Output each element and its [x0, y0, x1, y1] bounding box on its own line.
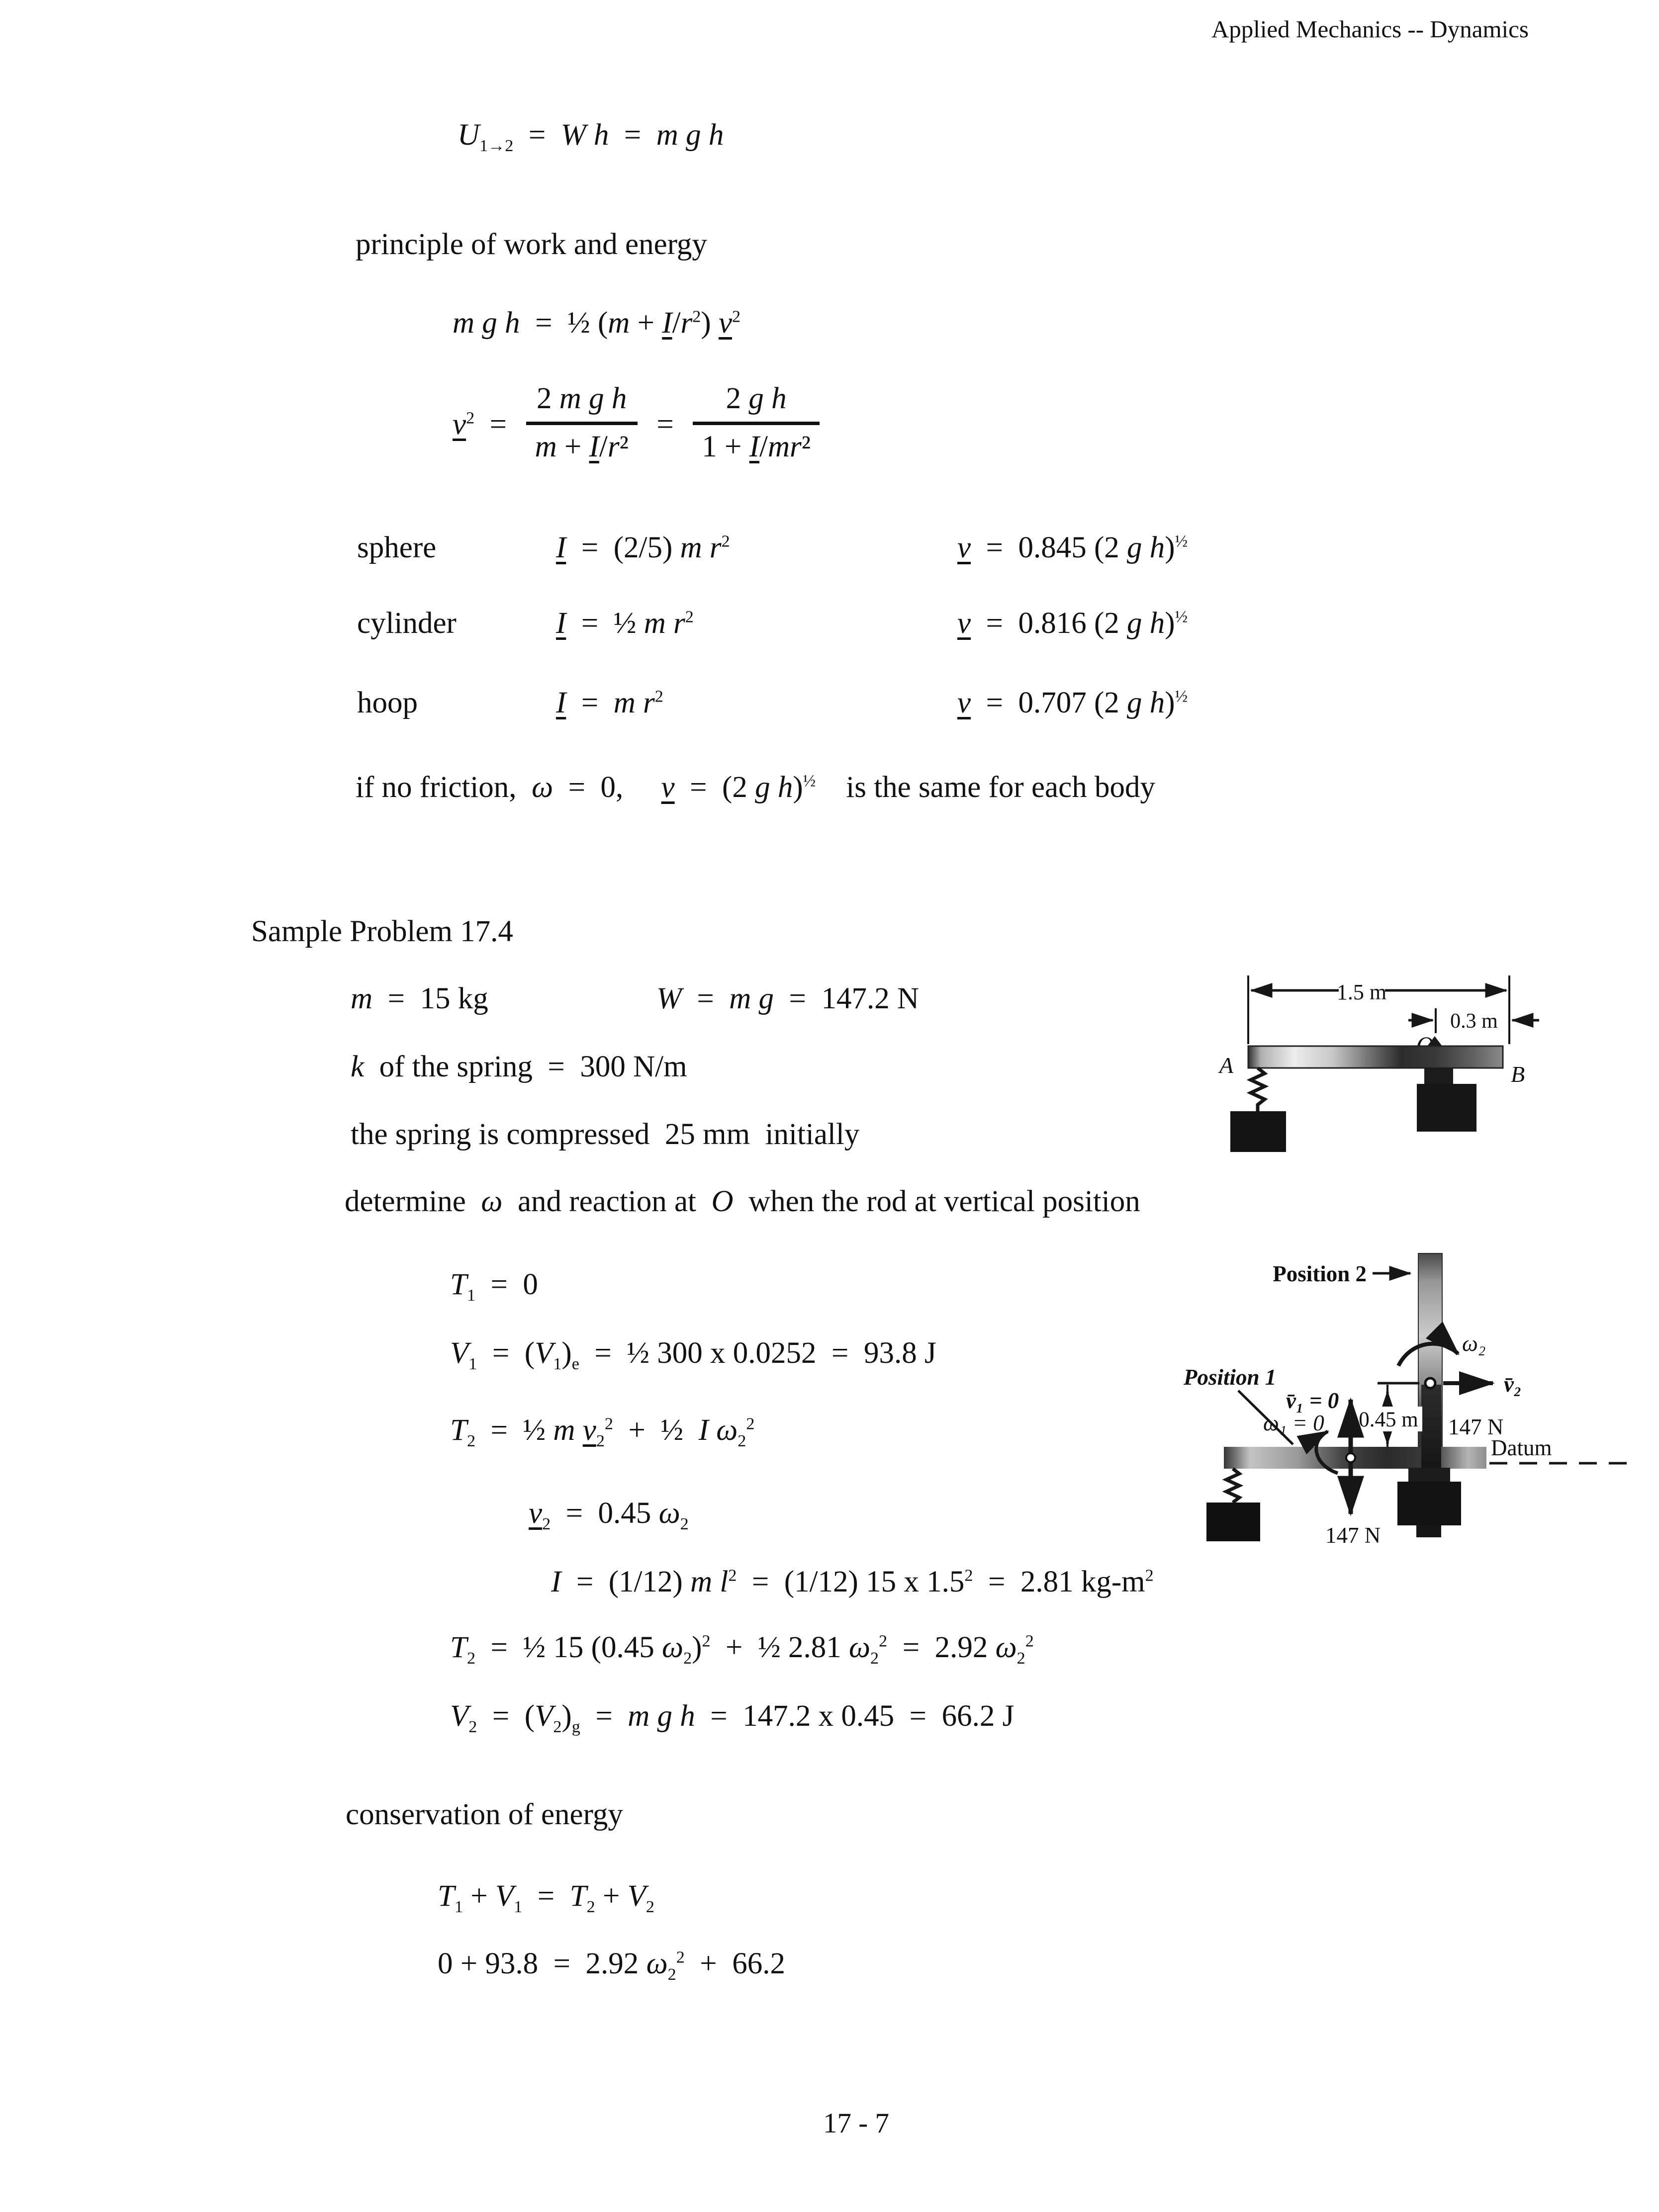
body-row-inertia: I = ½ m $r^2$ — [556, 607, 694, 640]
dim-0-45m-label: 0.45 m — [1359, 1408, 1418, 1431]
body-row-inertia: I = m $r^2$ — [556, 686, 663, 719]
given-compression: the spring is compressed 25 mm initially — [351, 1118, 860, 1151]
pivot-circle — [1425, 1378, 1435, 1388]
spring-icon — [1251, 1068, 1265, 1111]
figure-beam-diagram — [1213, 970, 1542, 1153]
friction-note: if no friction, ω = 0, v = (2 g h)$^{\frac{1}{2}}$ is the same for each body — [356, 771, 1155, 804]
anchor-block — [1206, 1503, 1260, 1541]
v2-label: v̄₂ — [1504, 1372, 1522, 1397]
body-row-name: cylinder — [357, 607, 457, 640]
eq-t1: $T_1 = 0$ — [450, 1268, 538, 1305]
page-number: 17 - 7 — [823, 2108, 889, 2139]
problem-title: Sample Problem 17.4 — [251, 915, 513, 948]
position2-pointer — [1273, 1261, 1410, 1286]
body-row-velocity: v = 0.845 (2 g h)$^{\frac{1}{2}}$ — [957, 531, 1188, 564]
body-row-inertia: I = (2/5) m $r^2$ — [556, 531, 730, 564]
body-row-name: sphere — [357, 531, 437, 564]
dim-line-0-3m — [1408, 1008, 1539, 1033]
body-row-velocity: v = 0.816 (2 g h)$^{\frac{1}{2}}$ — [957, 607, 1188, 640]
rod-center-circle — [1346, 1453, 1355, 1462]
eq-conservation: $T_1 + V_1 = T_2 + V_2$ — [438, 1879, 654, 1917]
eq-work-energy: $U_{1\to 2} = W$ h = m g h — [458, 118, 724, 156]
position2-label: Position 2 — [1273, 1261, 1367, 1286]
position1-label: Position 1 — [1184, 1365, 1277, 1390]
eq-t2-value: $T_2$ = ½ 15 (0.45 $\omega_2)^2$ + ½ 2.81 $\omega_2^2 = 2.92$ $\omega_2^2$ — [450, 1631, 1034, 1668]
body-row-name: hoop — [357, 686, 418, 719]
eq-energy-balance: m g h = ½ $(m + I/r^2)$ $v^2$ — [453, 306, 741, 340]
given-spring-k: k of the spring = 300 N/m — [351, 1050, 687, 1083]
page-header: Applied Mechanics -- Dynamics — [1211, 15, 1529, 43]
eq-v1: $V_1 = (V_1)_e$ = ½ 300 x 0.0252 = 93.8 J — [450, 1336, 936, 1374]
support-block — [1417, 1068, 1476, 1132]
end-b-label: B — [1511, 1062, 1525, 1087]
dim-line-0-45m — [1357, 1383, 1422, 1447]
spring-icon — [1226, 1469, 1239, 1503]
eq-v2-relation: $v_2 = 0.45$ $\omega_2$ — [529, 1497, 689, 1534]
omega2-label: ω₂ — [1462, 1331, 1486, 1356]
eq-t2-general: $T_2$ = ½ m $v_2^2$ + ½ I $\omega_2^2$ — [450, 1414, 755, 1451]
support-block — [1397, 1468, 1461, 1537]
weight-lower-label: 147 N — [1325, 1523, 1381, 1548]
omega1-zero-label: ω₁ = 0 — [1263, 1411, 1324, 1435]
beam-rod — [1248, 1046, 1503, 1068]
datum-label: Datum — [1491, 1435, 1552, 1460]
eq-v2-value: $V_2 = (V_2)_g = m$ g h = 147.2 x 0.45 = 66.2 J — [450, 1699, 1014, 1737]
v1-zero-label: v̄₁ = 0 — [1286, 1388, 1339, 1413]
dim-0-3m-label: 0.3 m — [1450, 1010, 1498, 1033]
principle-label: principle of work and energy — [356, 228, 707, 261]
body-row-velocity: v = 0.707 (2 g h)$^{\frac{1}{2}}$ — [957, 686, 1188, 719]
datum-line — [1489, 1435, 1631, 1463]
figure-positions-diagram — [1164, 1236, 1659, 1564]
objective-line: determine ω and reaction at O when the rod at vertical position — [345, 1185, 1140, 1218]
eq-inertia: I = (1/12) m $l^2 = (1/12)$ 15 x $1.5^2 = 2.81$ $kg-m^2$ — [551, 1565, 1154, 1598]
conservation-label: conservation of energy — [346, 1798, 623, 1831]
dim-1-5m-label: 1.5 m — [1336, 980, 1387, 1004]
eq-final: 0 + 93.8 = 2.92 $\omega_2^2 + 66.2$ — [438, 1947, 785, 1984]
weight-upper-label: 147 N — [1448, 1415, 1504, 1439]
anchor-block — [1230, 1111, 1286, 1152]
end-a-label: A — [1219, 1053, 1234, 1078]
eq-v-squared: $v^2$ = $\frac{\text{2 m g h}}{\text{m + I/r²}}$ = $\frac{\text{2 g h}}{\text{1 + I/mr²}}$ — [453, 384, 824, 470]
given-weight: W = m g = 147.2 N — [656, 982, 920, 1015]
given-mass: m = 15 kg — [351, 982, 488, 1015]
